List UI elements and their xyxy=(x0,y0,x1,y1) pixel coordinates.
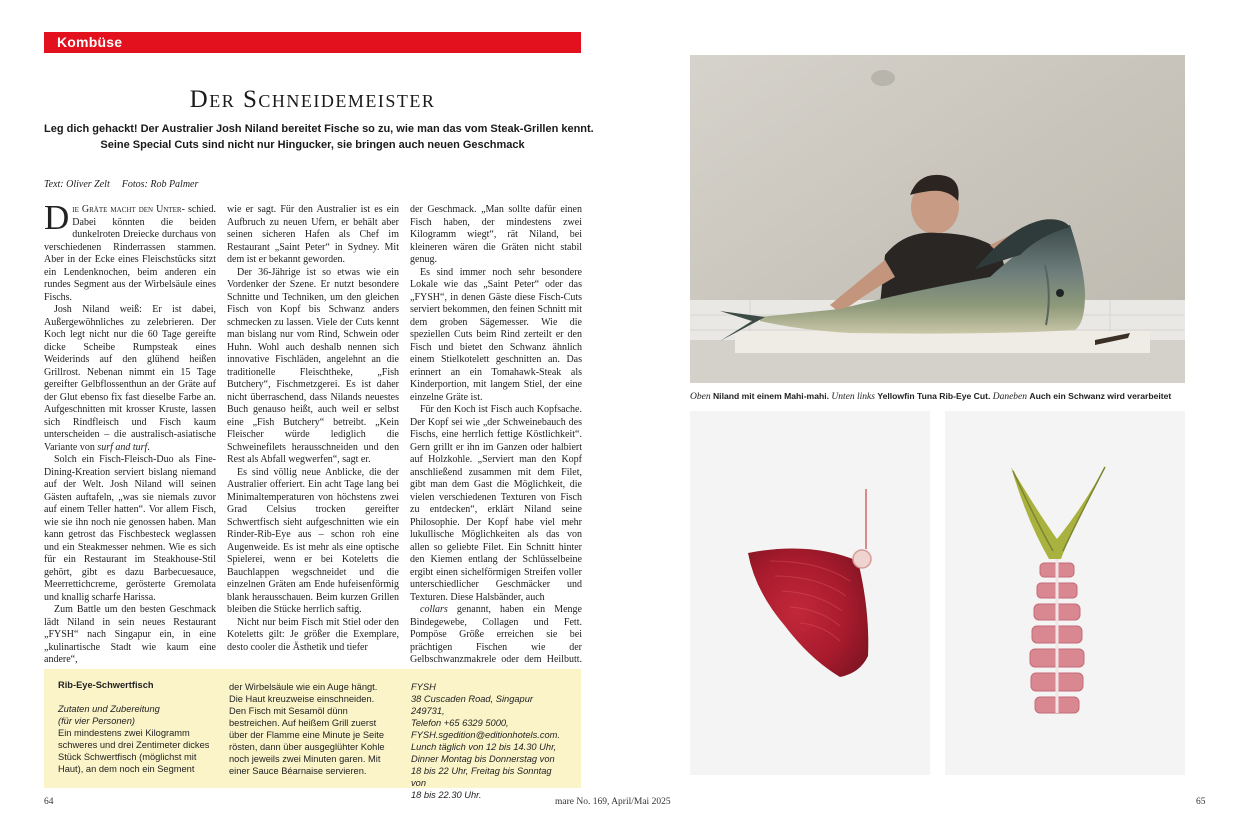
recipe-text: Ein mindestens zwei Kilogramm schweres und drei Zentimeter dickes Stück Schwertfisch (möglichst mit Haut), an dem noch ein Segment xyxy=(58,728,210,774)
paragraph: Nicht nur beim Fisch mit Stiel oder den Koteletts gilt: Je größer die Exemplare, desto cooler die Ästhetik und tiefer xyxy=(227,616,399,653)
article-column-3 xyxy=(410,204,582,679)
recipe-box xyxy=(44,669,581,800)
surf-and-turf: surf and turf xyxy=(97,441,148,453)
venue-hours: 18 bis 22.30 Uhr. xyxy=(411,790,482,800)
byline-photographer: Fotos: Rob Palmer xyxy=(121,179,199,190)
lead-line-1: Leg dich gehackt! Der Australier Josh Niland bereitet Fische so zu, wie man das vom Steak-Grillen kennt. xyxy=(44,123,594,135)
section-bar xyxy=(44,32,581,53)
tuna-cut-illustration xyxy=(690,411,930,775)
issue-line: mare No. 169, April/Mai 2025 xyxy=(555,797,671,807)
opening-words: ie Gräte macht den Unter- xyxy=(72,204,185,215)
section-label: Kombüse xyxy=(57,34,123,50)
caption-text: Auch ein Schwanz wird verarbeitet xyxy=(1029,391,1172,401)
paragraph: wie er sagt. Für den Australier ist es ein Aufbruch zu neuen Ufern, er behält aber seinen sicheren Hafen als Chef im Restaurant „Saint Peter“ in Sydney. Mit dem ist er bekannt geworden. xyxy=(227,204,399,265)
paragraph-text: Josh Niland weiß: Er ist dabei, Außergewöhnliches zu zelebrieren. Der Koch legt nicht nur die 60 Tage gereifte dicke Scheibe Rumpsteak eines Weiderinds auf den glühend heißen Grillrost. Nebenan nimmt ein 15 Tage gereifter Gelbflossenthun an der Gräte auf der Glut ebenso fix fast dieselbe Farbe an. Aufgeschnitten mit krosser Kruste, lassen sich Rindfleisch und Fisch kaum unterscheiden – die australisch-asiatische Variante von xyxy=(44,304,216,453)
photo-tuna-rib-eye-cut xyxy=(690,411,930,775)
paragraph-text: schied. Dabei könnten die beiden dunkelroten Dreiecke durchaus von verschiedenen Rinderrassen stammen. Aber in der Ecke eines Fleischstücks sitzt ein Lendenknochen, beim anderen ein rundes Segment aus der Wirbelsäule eines Fischs. xyxy=(44,204,216,303)
paragraph xyxy=(410,604,582,679)
caption-text: Niland mit einem Mahi-mahi. xyxy=(712,391,830,401)
recipe-text: der Wirbelsäule wie ein Auge hängt. Die Haut kreuzweise einschneiden. Den Fisch mit Sesamöl dünn bestreichen. Auf heißem Grill zuerst über der Flamme eine Minute je Seite rösten, dann über ausgeglühter Kohle noch jeweils zwei Minuten garen. Mit einer Sauce Béarnaise servieren. xyxy=(229,682,385,776)
venue-hours: Dinner Montag bis Donnerstag von xyxy=(411,754,555,764)
paragraph: der Geschmack. „Man sollte dafür einen Fisch haben, der mindestens zwei Kilogramm wiegt“, rät Niland, bei kleineren wären die Gräten nicht stabil genug. xyxy=(410,204,582,265)
drop-cap: D xyxy=(44,198,70,237)
photo-fish-tail-cut xyxy=(945,411,1185,775)
paragraph-text: genannt, haben ein Menge Bindegewebe, Collagen und Fett. Pompöse Größe erreichen sie bei prächtigen Fischen wie der Gelbschwanzmakrele oder dem Heilbutt. xyxy=(410,604,582,665)
recipe-column-1 xyxy=(58,679,216,775)
article-column-2 xyxy=(227,204,399,654)
collars-term: collars xyxy=(420,604,448,615)
recipe-column-2 xyxy=(229,681,387,777)
paragraph: Zum Battle um den besten Geschmack lädt Niland in sein neues Restaurant „FYSH“ nach Singapur ein, in eine „kulinartische Stadt wie kaum eine andere“, xyxy=(44,604,216,665)
byline-author: Text: Oliver Zelt xyxy=(44,179,110,190)
venue-info xyxy=(411,681,569,801)
photo-caption xyxy=(690,391,1185,402)
chef-photo-illustration xyxy=(690,55,1185,383)
lead-line-2: Seine Special Cuts sind nicht nur Hingucker, sie bringen auch neuen Geschmack xyxy=(100,139,525,151)
recipe-servings: (für vier Personen) xyxy=(58,716,135,726)
article-title: Der Schneidemeister xyxy=(189,86,436,113)
venue-email: FYSH.sgedition@editionhotels.com. xyxy=(411,730,560,740)
photo-chef-with-mahi-mahi xyxy=(690,55,1185,383)
page-number-right: 65 xyxy=(1196,797,1206,807)
caption-text: Yellowfin Tuna Rib-Eye Cut. xyxy=(877,391,991,401)
recipe-title: Rib-Eye-Schwertfisch xyxy=(58,680,154,690)
venue-address: 38 Cuscaden Road, Singapur 249731, xyxy=(411,694,533,716)
paragraph: Josh Niland weiß: Er ist dabei, Außergewöhnliches zu zelebrieren. Der Koch legt nicht nur die 60 Tage gereifte dicke Scheibe Rumpsteak eines Weiderinds auf den glühend heißen Grillrost. Nebenan nimmt ein 15 Tage gereifter Gelbflossenthun an der Gräte auf der Glut ebenso fix fast dieselbe Farbe an. Aufgeschnitten mit krosser Kruste, lassen sich Rindfleisch und Fisch kaum unterscheiden – die australisch-asiatische Variante von surf and turf. xyxy=(44,304,216,453)
venue-phone: Telefon +65 6329 5000, xyxy=(411,718,509,728)
paragraph: Solch ein Fisch-Fleisch-Duo als Fine-Dining-Kreation serviert bislang niemand auf der Welt. Josh Niland will seinen Gästen auftafeln, „was sie niemals zuvor auf einem Teller hatten“. Vor allem Fisch, wie sie ihn noch nie genossen haben. Man kann getrost das Fischbesteck weglassen und ein Steakmesser nehmen. Wie es sich für ein Restaurant im Steakhouse-Stil gehört, gibt es dazu Barbecuesauce, Meerrettichcreme, gerösterte Gremolata und knallig scharfe Harissa. xyxy=(44,454,216,603)
paragraph: Der 36-Jährige ist so etwas wie ein Vordenker der Szene. Er nutzt besondere Schnitte und Techniken, um den gleichen Fisch von Kopf bis Schwanz anders schmecken zu lassen. Viele der Cuts kennt man bislang nur vom Rind, Schwein oder Huhn. Wohl auch deshalb nennen sich innovative Fischläden, angelehnt an die traditionelle Fleischtheke, „Fish Butchery“, Fischmetzgerei. Es ist daher nicht überraschend, dass Nilands neuestes Buch genauso heißt, auch weil er selbst eine „Fish Butchery“ betreibt. „Kein Fleischer würde lediglich die Schweinefilets herausschneiden und den Rest als Abfall wegwerfen“, sagt er. xyxy=(227,266,399,465)
caption-label: Daneben xyxy=(992,392,1028,402)
venue-hours: 18 bis 22 Uhr, Freitag bis Sonntag von xyxy=(411,766,552,788)
venue-name: FYSH xyxy=(411,682,436,692)
paragraph xyxy=(44,198,216,304)
byline xyxy=(44,179,198,190)
paragraph: Es sind immer noch sehr besondere Lokale wie das „Saint Peter“ oder das „FYSH“, in denen Gäste diese Fisch-Cuts serviert bekommen, den feinen Schnitt mit dem groben Sägemesser. Wie die speziellen Cuts beim Rind zerteilt er den Fisch und bietet den Schwanz ähnlich einem Stielkotelett geschnitten an. Das erinnert an ein Tomahawk-Steak als Kinderportion, mit langem Stiel, der eine einzelne Gräte ist. xyxy=(410,266,582,403)
page-number-left: 64 xyxy=(44,797,54,807)
paragraph: Für den Koch ist Fisch auch Kopfsache. Der Kopf sei wie „der Schweinebauch des Fischs, eine herrlich fettige Köstlichkeit“. Gern grillt er ihn im Ganzen oder halbiert auf Holzkohle. „Serviert man den Kopf anschließend zusammen mit dem Filet, gibt man dem Gast die Möglichkeit, die vielen verschiedenen Texturen von Fisch zu entdecken“, erklärt Niland seine Philosophie. Der Kopf habe viel mehr lukullische Möglichkeiten als das von allen so geliebte Filet. Ein Schnitt hinter den Kiemen entlang der Schlüsselbeine ergibt einen sichelförmigen Streifen voller unterschiedlicher Geschmäcker und Texturen. Diese Halsbänder, auch xyxy=(410,404,582,603)
caption-label: Unten links xyxy=(831,392,875,402)
recipe-subtitle: Zutaten und Zubereitung xyxy=(58,704,160,714)
caption-label: Oben xyxy=(690,392,711,402)
article-lead xyxy=(44,121,594,153)
venue-hours: Lunch täglich von 12 bis 14.30 Uhr, xyxy=(411,742,557,752)
paragraph: Es sind völlig neue Anblicke, die der Australier offeriert. Ein acht Tage lang bei Minimaltemperaturen von höchstens zwei Grad Celsius trocken gereifter Schwertfisch sieht aufgeschnitten wie ein Rinder-Rib-Eye aus – schon roh eine Augenweide. Es ist mehr als eine optische Spielerei, wenn er bei Koteletts die Bauchlappen wegschneidet und die einzelnen Gräten am Ende hufeisenförmig blank herausschauen. Beim kurzen Grillen bleiben die Stücke herrlich saftig. xyxy=(227,466,399,615)
article-column-1 xyxy=(44,198,216,667)
fish-tail-illustration xyxy=(945,411,1185,775)
